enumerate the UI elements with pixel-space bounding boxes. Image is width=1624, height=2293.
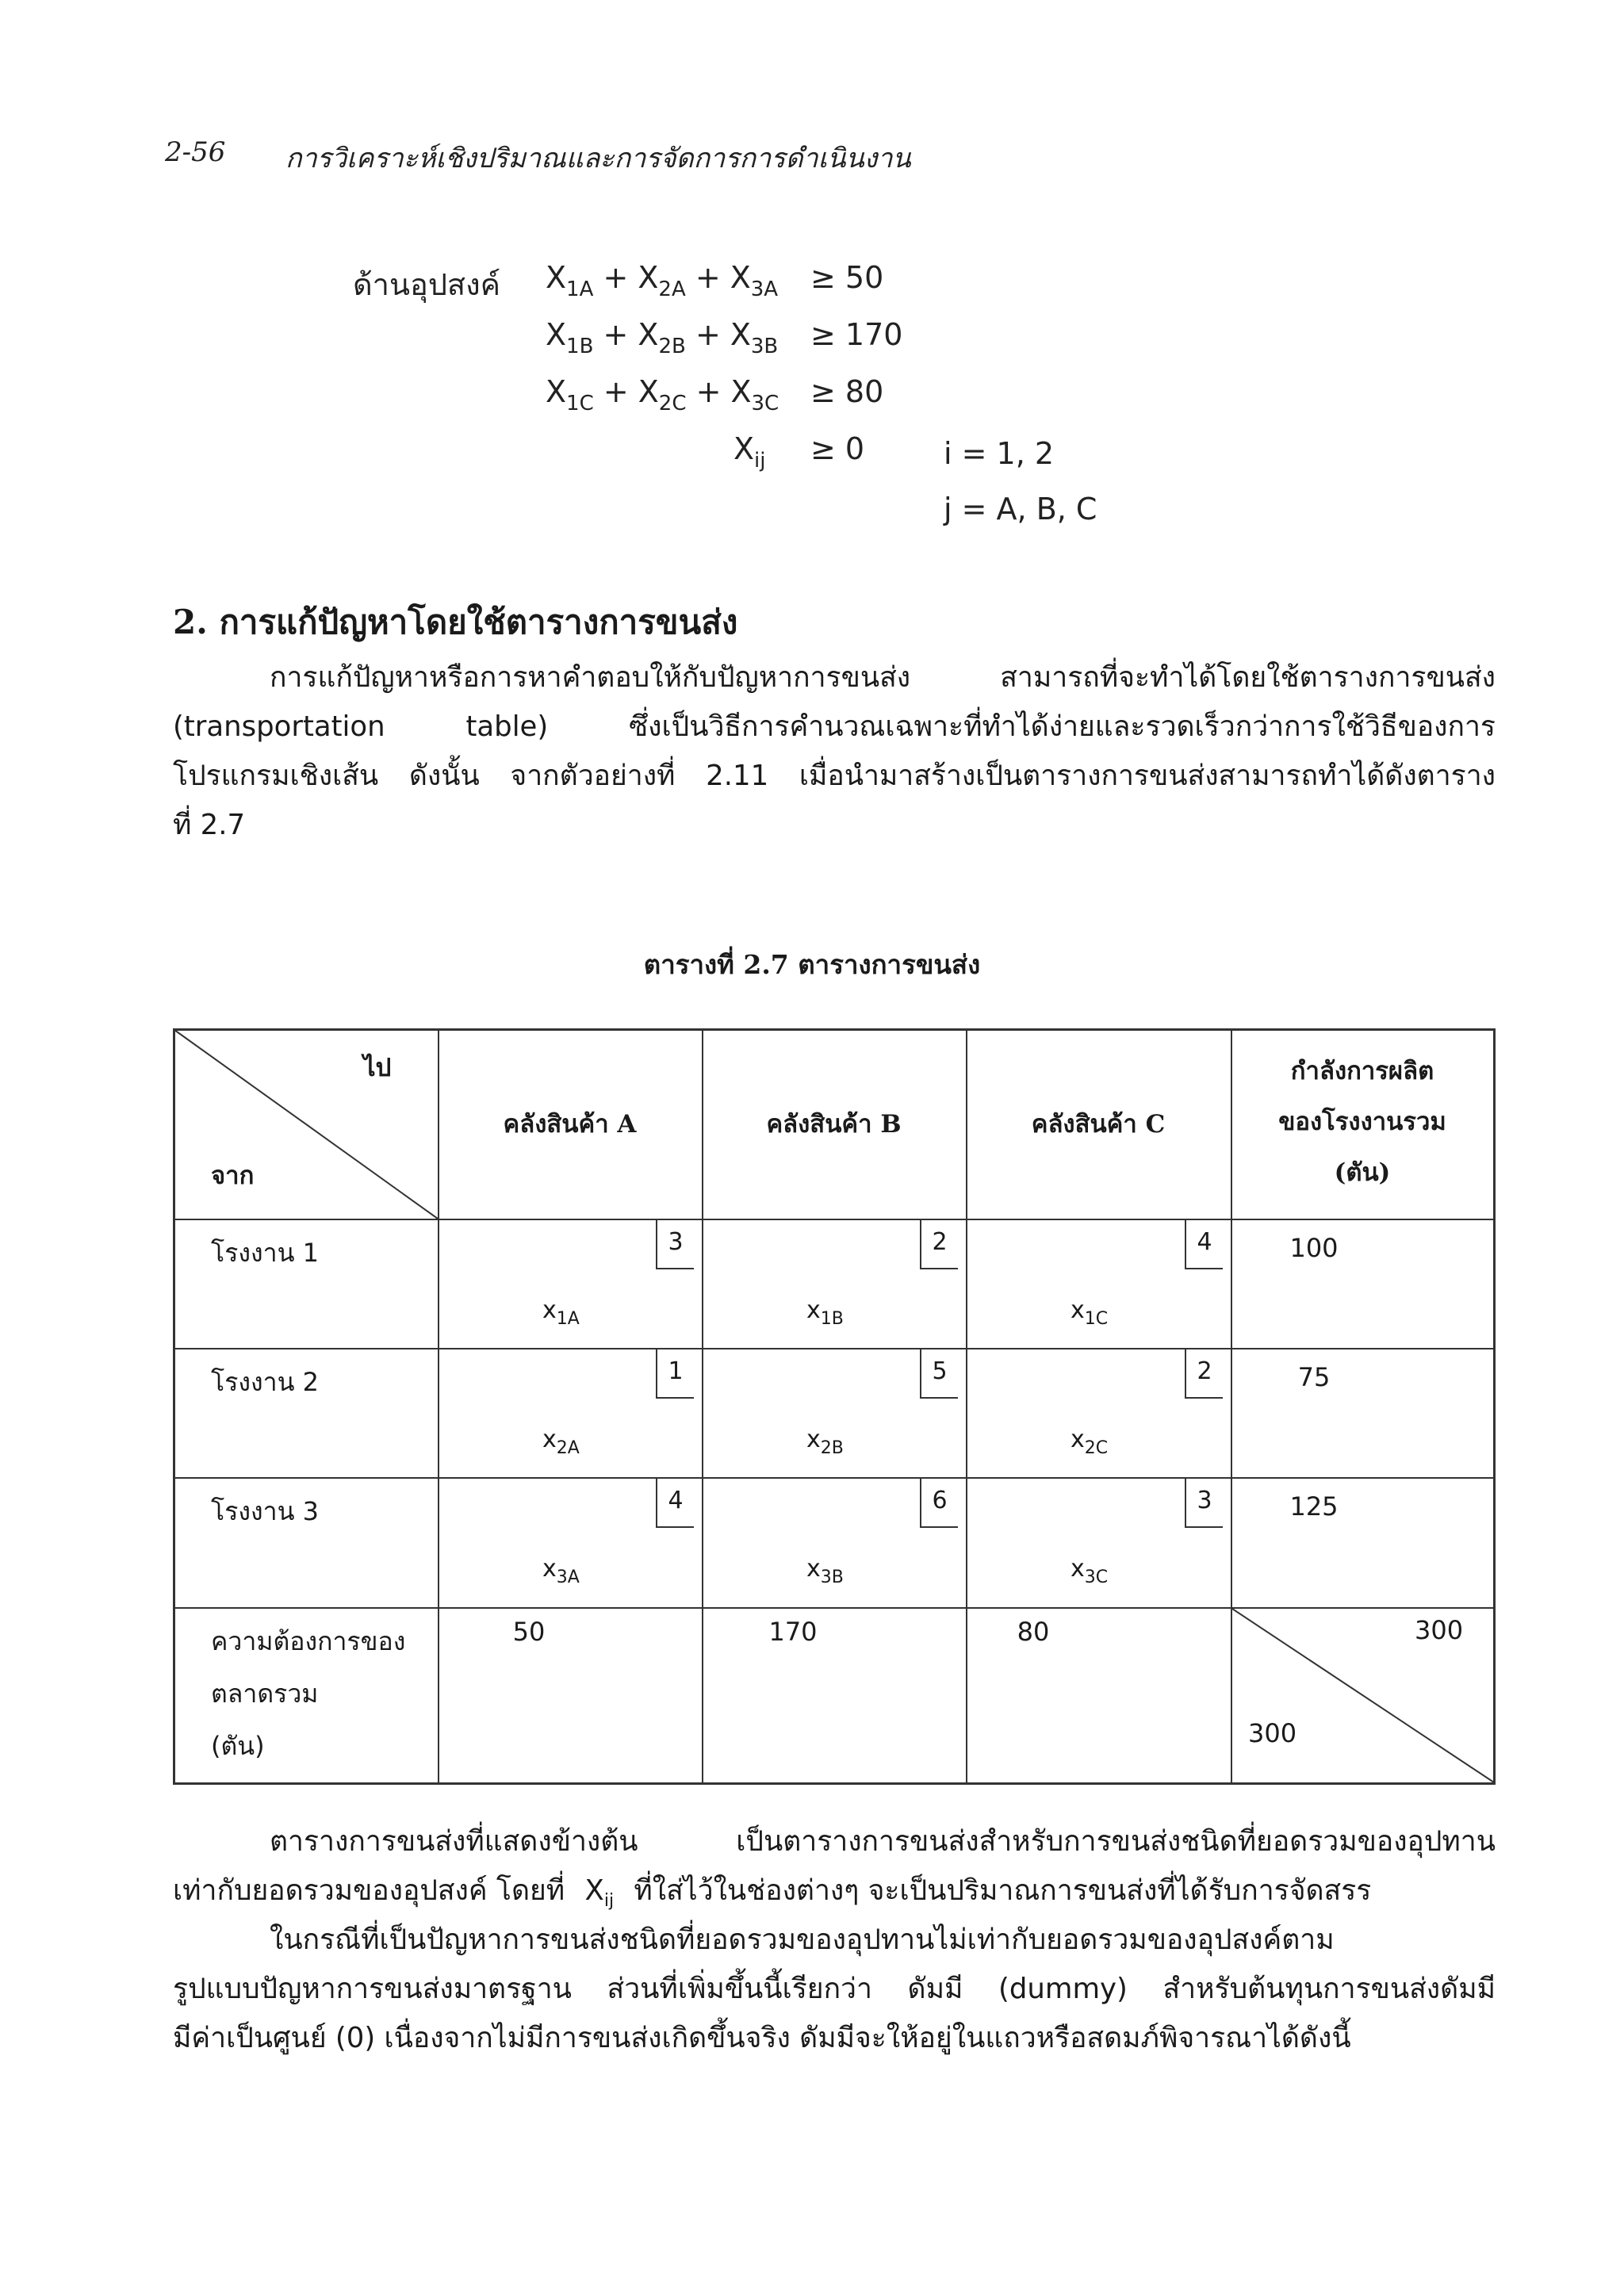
total-supply: 300 bbox=[1415, 1615, 1464, 1645]
supply-header-line-3: (ตัน) bbox=[1334, 1158, 1391, 1187]
cost-box: 3 bbox=[656, 1220, 694, 1269]
variable-x bbox=[542, 1555, 580, 1587]
variable-x bbox=[1071, 1555, 1108, 1587]
running-title: การวิเคราะห์เชิงปริมาณและการจัดการการดำเนินงาน bbox=[285, 143, 911, 174]
total-demand: 300 bbox=[1248, 1718, 1297, 1748]
constraint-lhs-4: $X_{ij}$ bbox=[733, 431, 766, 473]
variable-x bbox=[1071, 1296, 1108, 1329]
cost-box: 4 bbox=[656, 1479, 694, 1528]
constraint-rhs-2: ≥ 170 bbox=[810, 317, 903, 352]
row-supply: 125 bbox=[1289, 1491, 1339, 1522]
after-line-2-after: ที่ใส่ไว้ในช่องต่างๆ จะเป็นปริมาณการขนส่งที่ได้รับการจัดสรร bbox=[634, 1874, 1372, 1907]
variable-subscript: 1A bbox=[556, 1309, 580, 1329]
constraint-rhs-3: ≥ 80 bbox=[810, 374, 884, 409]
demand-label-line-2: ตลาดรวม bbox=[211, 1679, 319, 1709]
cost-box: 2 bbox=[1185, 1349, 1223, 1399]
cost-box: 5 bbox=[920, 1349, 958, 1399]
table-caption: ตารางที่ 2.7 ตารางการขนส่ง bbox=[643, 949, 981, 980]
variable-symbol: x bbox=[542, 1555, 557, 1583]
constraint-lhs-1: $X_{1A} + X_{2A} + X_{3A}$ bbox=[546, 260, 779, 301]
variable-x bbox=[806, 1555, 844, 1587]
after-line-2-before: เท่ากับยอดรวมของอุปสงค์ โดยที่ bbox=[173, 1874, 565, 1907]
after-p2-line-2: รูปแบบปัญหาการขนส่งมาตรฐาน ส่วนที่เพิ่มขึ้นนี้เรียกว่า ดัมมี (dummy) สำหรับต้นทุนการขนส่งดัมมี bbox=[173, 1973, 1496, 2005]
index-j: j = A, B, C bbox=[944, 492, 1097, 526]
demand-c: 80 bbox=[1017, 1617, 1050, 1647]
after-table-paragraph-1 bbox=[173, 1817, 1496, 1926]
after-table-paragraph-2 bbox=[173, 1916, 1496, 2063]
variable-subscript: 3A bbox=[556, 1568, 580, 1587]
variable-symbol: x bbox=[806, 1426, 821, 1453]
after-p2-line-1: ในกรณีที่เป็นปัญหาการขนส่งชนิดที่ยอดรวมของอุปทานไม่เท่ากับยอดรวมของอุปสงค์ตาม bbox=[270, 1924, 1335, 1956]
variable-subscript: 1B bbox=[820, 1309, 844, 1329]
cost-box: 2 bbox=[920, 1220, 958, 1269]
xij-var: X bbox=[584, 1874, 604, 1907]
supply-header bbox=[1231, 1046, 1494, 1198]
variable-x bbox=[806, 1296, 844, 1329]
cost-box: 6 bbox=[920, 1479, 958, 1528]
demand-a: 50 bbox=[512, 1617, 546, 1647]
supply-header-line-1: กำลังการผลิต bbox=[1290, 1057, 1434, 1085]
variable-subscript: 2A bbox=[556, 1438, 580, 1458]
variable-symbol: x bbox=[1071, 1426, 1085, 1453]
intro-paragraph bbox=[173, 653, 1496, 850]
supply-header-line-2: ของโรงงานรวม bbox=[1278, 1108, 1446, 1136]
cost-box: 3 bbox=[1185, 1479, 1223, 1528]
constraint-label: ด้านอุปสงค์ bbox=[353, 267, 501, 302]
variable-subscript: 2C bbox=[1084, 1438, 1109, 1458]
row-supply: 100 bbox=[1289, 1233, 1339, 1263]
variable-x bbox=[542, 1426, 580, 1458]
variable-subscript: 1C bbox=[1084, 1309, 1109, 1329]
col-header-b: คลังสินค้า B bbox=[766, 1110, 902, 1139]
constraint-rhs-4: ≥ 0 bbox=[810, 431, 865, 466]
row-label: โรงงาน 1 bbox=[211, 1238, 319, 1268]
col-header-a: คลังสินค้า A bbox=[503, 1110, 637, 1139]
variable-subscript: 2B bbox=[820, 1438, 844, 1458]
variable-symbol: x bbox=[542, 1426, 557, 1453]
col-header-c: คลังสินค้า C bbox=[1031, 1110, 1166, 1139]
corner-from-label: จาก bbox=[211, 1162, 255, 1190]
variable-subscript: 3C bbox=[1084, 1568, 1109, 1587]
row-supply: 75 bbox=[1297, 1362, 1331, 1392]
variable-x bbox=[806, 1426, 844, 1458]
variable-x bbox=[1071, 1426, 1108, 1458]
para-line-1: การแก้ปัญหาหรือการหาคำตอบให้กับปัญหาการขนส่ง สามารถที่จะทำได้โดยใช้ตารางการขนส่ง bbox=[270, 661, 1496, 694]
variable-subscript: 3B bbox=[820, 1568, 844, 1587]
corner-to-label: ไป bbox=[363, 1054, 392, 1082]
cost-box: 1 bbox=[656, 1349, 694, 1399]
demand-label-line-3: (ตัน) bbox=[211, 1731, 265, 1761]
variable-symbol: x bbox=[1071, 1555, 1085, 1583]
row-label: โรงงาน 3 bbox=[211, 1496, 319, 1526]
page-number: 2-56 bbox=[165, 136, 226, 168]
section-heading: 2. การแก้ปัญหาโดยใช้ตารางการขนส่ง bbox=[173, 603, 738, 641]
variable-symbol: x bbox=[542, 1296, 557, 1324]
index-i: i = 1, 2 bbox=[944, 436, 1055, 471]
constraint-lhs-3: $X_{1C} + X_{2C} + X_{3C}$ bbox=[546, 374, 779, 415]
para-line-3: โปรแกรมเชิงเส้น ดังนั้น จากตัวอย่างที่ 2.11 เมื่อนำมาสร้างเป็นตารางการขนส่งสามารถทำได้ดังตาราง bbox=[173, 760, 1496, 792]
variable-x bbox=[542, 1296, 580, 1329]
variable-symbol: x bbox=[806, 1296, 821, 1324]
para-line-4: ที่ 2.7 bbox=[173, 809, 246, 841]
para-line-2: (transportation table) ซึ่งเป็นวิธีการคำนวณเฉพาะที่ทำได้ง่ายและรวดเร็วกว่าการใช้วิธีของการ bbox=[173, 710, 1496, 743]
after-line-1: ตารางการขนส่งที่แสดงข้างต้น เป็นตารางการขนส่งสำหรับการขนส่งชนิดที่ยอดรวมของอุปทาน bbox=[270, 1825, 1496, 1858]
demand-label bbox=[211, 1615, 405, 1772]
variable-symbol: x bbox=[806, 1555, 821, 1583]
constraint-rhs-1: ≥ 50 bbox=[810, 260, 884, 295]
constraint-lhs-2: $X_{1B} + X_{2B} + X_{3B}$ bbox=[546, 317, 779, 358]
xij-sub: ij bbox=[603, 1891, 615, 1912]
variable-symbol: x bbox=[1071, 1296, 1085, 1324]
xij-inline bbox=[584, 1874, 615, 1912]
row-label: โรงงาน 2 bbox=[211, 1367, 319, 1397]
transportation-table bbox=[173, 1028, 1496, 1784]
cost-box: 4 bbox=[1185, 1220, 1223, 1269]
after-p2-line-3: มีค่าเป็นศูนย์ (0) เนื่องจากไม่มีการขนส่งเกิดขึ้นจริง ดัมมีจะให้อยู่ในแถวหรือสดมภ์พิจารณาได้ดังนี้ bbox=[173, 2022, 1351, 2054]
demand-label-line-1: ความต้องการของ bbox=[211, 1626, 406, 1656]
demand-b: 170 bbox=[768, 1617, 818, 1647]
